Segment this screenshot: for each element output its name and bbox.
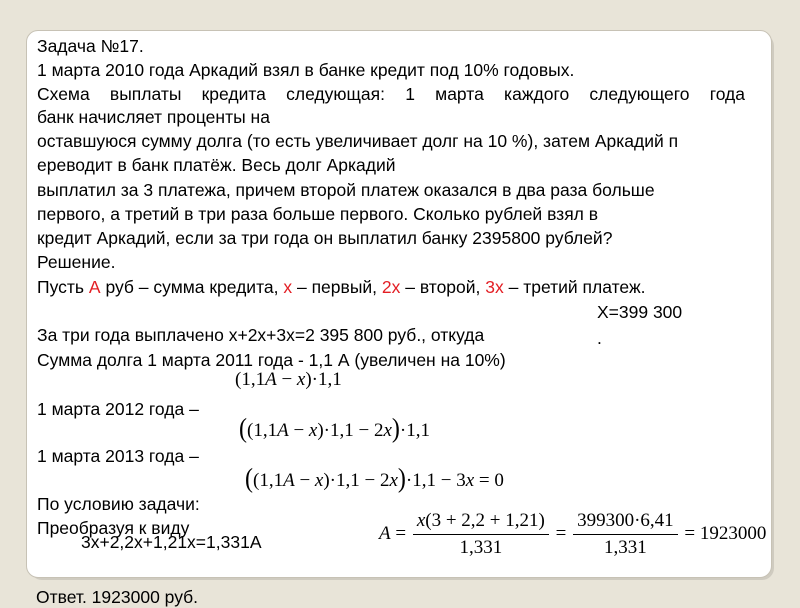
final-result: 1923000 bbox=[699, 522, 767, 544]
var-x: х bbox=[283, 277, 293, 297]
task-text-line-1: 1 марта 2010 года Аркадий взял в банке кредит под 10% годовых. bbox=[37, 60, 575, 80]
task-text-line-8: кредит Аркадий, если за три года он выплатил банку 2395800 рублей? bbox=[37, 228, 613, 248]
var-a: А bbox=[88, 277, 101, 297]
let-text-2: руб – сумма кредита, bbox=[100, 277, 284, 297]
task-text-line-3: банк начисляет проценты на bbox=[37, 107, 270, 127]
fraction-1-denominator: 1,331 bbox=[459, 537, 503, 558]
let-text-3: – первый, bbox=[292, 277, 382, 297]
transform-label: Преобразуя к виду bbox=[37, 518, 190, 538]
total-line: За три года выплачено х+2х+3х=2 395 800 руб., откуда bbox=[37, 325, 485, 345]
formula-2011: (1,1A − x)·1,1 bbox=[235, 369, 342, 390]
x-value: Х=399 300 bbox=[597, 302, 683, 322]
solution-label: Решение. bbox=[37, 252, 116, 272]
var-3x: 3х bbox=[485, 277, 504, 297]
final-lhs: A bbox=[379, 522, 391, 544]
slide bbox=[26, 30, 772, 578]
task-text-line-2: Схема выплаты кредита следующая: 1 марта каждого следующего года bbox=[37, 84, 745, 104]
fraction-2-denominator: 1,331 bbox=[603, 537, 647, 558]
fraction-1-numerator: x(3 + 2,2 + 1,21) bbox=[413, 509, 549, 535]
let-text-4: – второй, bbox=[400, 277, 486, 297]
debt-2011-line: Сумма долга 1 марта 2011 года - 1,1 А (увеличен на 10%) bbox=[37, 350, 506, 370]
formula-2013: ((1,1A − x)·1,1 − 2x)·1,1 − 3x = 0 bbox=[245, 464, 504, 494]
task-text-line-6: выплатил за 3 платежа, причем второй платеж оказался в два раза больше bbox=[37, 180, 655, 200]
var-2x: 2х bbox=[381, 277, 401, 297]
fraction-2 bbox=[573, 509, 678, 560]
date-2012-line: 1 марта 2012 года – bbox=[37, 399, 199, 419]
formula-final: A = $\frac{x(3 + 2,2 + 1,21)}{1,331}$ = $\frac{399300\cdot 6,41}{1,331}$ = 1923000 bbox=[379, 510, 767, 558]
formula-2012: ((1,1A − x)·1,1 − 2x)·1,1 bbox=[239, 414, 430, 444]
answer-line: Ответ. 1923000 руб. bbox=[36, 587, 199, 607]
date-2013-line: 1 марта 2013 года – bbox=[37, 446, 199, 466]
let-text-5: – третий платеж. bbox=[503, 277, 646, 297]
equation-line: 3х+2,2х+1,21х=1,331А bbox=[81, 532, 262, 552]
let-text-1: Пусть bbox=[37, 277, 89, 297]
task-text-line-7: первого, а третий в три раза больше первого. Сколько рублей взял в bbox=[37, 204, 599, 224]
condition-line: По условию задачи: bbox=[37, 494, 200, 514]
let-line bbox=[37, 276, 646, 298]
task-text-line-5: ереводит в банк платёж. Весь долг Аркадий bbox=[37, 155, 396, 175]
fraction-2-numerator: 399300·6,41 bbox=[573, 509, 678, 535]
task-text-line-4: оставшуюся сумму долга (то есть увеличивает долг на 10 %), затем Аркадий п bbox=[37, 131, 679, 151]
task-title: Задача №17. bbox=[37, 36, 144, 56]
fraction-1 bbox=[413, 509, 549, 560]
total-dot: . bbox=[597, 328, 602, 348]
